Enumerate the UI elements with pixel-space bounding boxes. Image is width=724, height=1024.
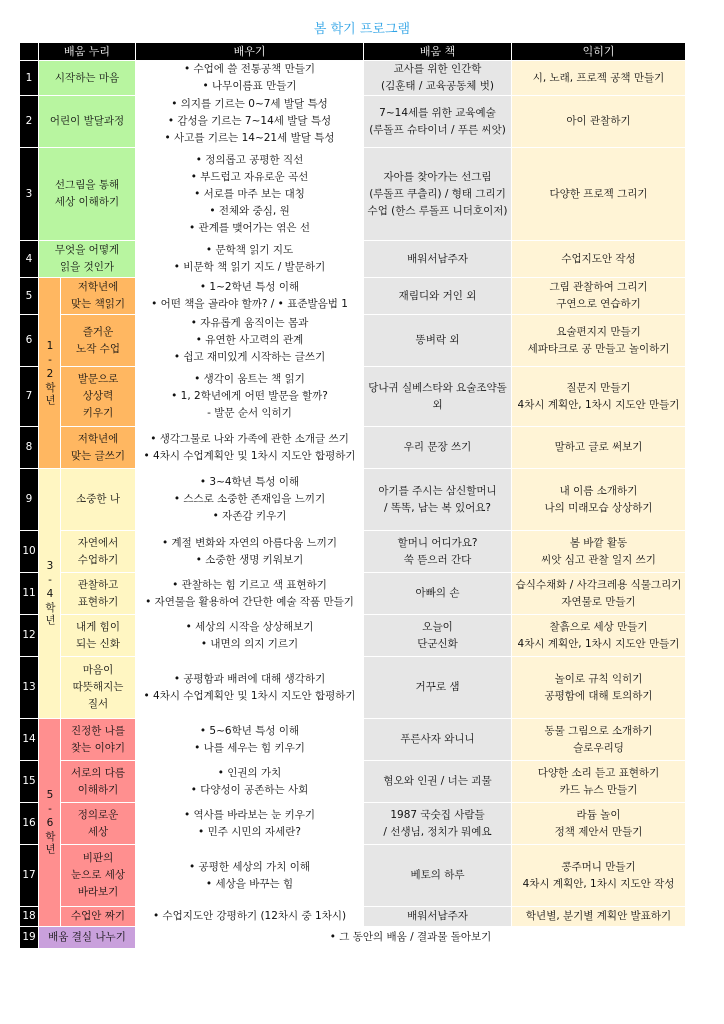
table-row <box>20 61 686 96</box>
topic-cell <box>61 573 136 615</box>
text-line: 4차시 계획안, 1차시 지도안 만들기 <box>517 398 680 411</box>
learn-cell <box>136 803 364 845</box>
learn-cell <box>136 469 364 531</box>
learn-item: • 스스로 소중한 존재임을 느끼기 <box>138 491 361 508</box>
text-line: 당나귀 실베스타와 요술조약돌 <box>368 381 507 394</box>
text-line: 4차시 계획안, 1차시 지도안 작성 <box>522 877 675 890</box>
topic-cell <box>39 61 136 96</box>
topic-cell <box>61 427 136 469</box>
header-practice: 익히기 <box>512 43 686 61</box>
text-line: 푸른사자 와니니 <box>400 733 475 745</box>
practice-cell <box>512 367 686 427</box>
book-cell <box>364 719 512 761</box>
text-line: 카드 뉴스 만들기 <box>559 783 638 796</box>
text-line: / 선생님, 정치가 뭐예요 <box>383 825 492 838</box>
learn-item: • 수업지도안 강평하기 (12차시 중 1차시) <box>138 908 361 925</box>
learn-item: • 관찰하는 힘 기르고 색 표현하기 <box>138 577 361 594</box>
text-line: (루돌프 쿠츨리) / 형태 그리기 <box>369 187 506 200</box>
table-row <box>20 927 686 949</box>
practice-cell <box>512 719 686 761</box>
topic-cell <box>61 719 136 761</box>
table-row <box>20 148 686 241</box>
learn-item: • 공평함과 배려에 대해 생각하기 <box>138 671 361 688</box>
row-number: 6 <box>20 315 39 367</box>
grade-label: 1-2학년 <box>39 278 61 469</box>
text-line: 자연에서 <box>77 536 119 549</box>
learn-item: • 의지를 기르는 0~7세 발달 특성 <box>138 96 361 113</box>
topic-cell <box>61 367 136 427</box>
header-cell <box>20 43 39 61</box>
table-row <box>20 573 686 615</box>
table-row <box>20 719 686 761</box>
table-row <box>20 657 686 719</box>
learn-item: • 나를 세우는 힘 키우기 <box>138 740 361 757</box>
book-cell <box>364 907 512 927</box>
header-book: 배움 책 <box>364 43 512 61</box>
text-line: 4차시 계획안, 1차시 지도안 만들기 <box>517 637 680 650</box>
text-line: 이해하기 <box>77 783 119 796</box>
text-line: 따뜻해지는 <box>72 681 124 693</box>
topic-cell <box>39 148 136 241</box>
learn-item: • 4차시 수업계획안 및 1차시 지도안 합평하기 <box>138 448 361 465</box>
row-number: 8 <box>20 427 39 469</box>
text-line: 시, 노래, 프로젝 공책 만들기 <box>532 71 665 84</box>
learn-item: • 민주 시민의 자세란? <box>138 824 361 841</box>
learn-item: • 1~2학년 특성 이해 <box>138 279 361 296</box>
book-cell <box>364 427 512 469</box>
learn-item: • 다양성이 공존하는 사회 <box>138 782 361 799</box>
row-number: 18 <box>20 907 39 927</box>
learn-item: • 비문학 책 읽기 지도 / 발문하기 <box>138 259 361 276</box>
text-line: (루돌프 슈타이너 / 푸른 씨앗) <box>369 123 506 136</box>
text-line: 정의로운 <box>77 808 119 821</box>
text-line: 씨앗 심고 관찰 일지 쓰기 <box>541 553 656 566</box>
topic-cell <box>39 927 136 949</box>
text-line: 공평함에 대해 토의하기 <box>544 689 653 702</box>
table-row <box>20 427 686 469</box>
table-row <box>20 907 686 927</box>
topic-cell <box>61 315 136 367</box>
topic-cell <box>61 907 136 927</box>
text-line: 7~14세를 위한 교육예술 <box>379 106 496 119</box>
learn-cell <box>136 61 364 96</box>
text-line: 읽을 것인가 <box>59 261 115 273</box>
page-title: 봄 학기 프로그램 <box>313 22 411 37</box>
topic-cell <box>61 761 136 803</box>
table-header-row <box>20 43 686 61</box>
text-line: 찾는 이야기 <box>70 741 126 754</box>
table-row <box>20 803 686 845</box>
text-line: 표현하기 <box>77 595 119 608</box>
text-line: 슬로우리딩 <box>573 741 624 754</box>
text-line: 1987 국숫집 사람들 <box>390 808 485 821</box>
topic-cell <box>39 241 136 278</box>
row-number: 12 <box>20 615 39 657</box>
row-number: 13 <box>20 657 39 719</box>
text-line: 시작하는 마음 <box>54 71 120 84</box>
text-line: 라듐 놀이 <box>576 808 621 821</box>
book-cell <box>364 573 512 615</box>
text-line: 아빠의 손 <box>415 587 460 599</box>
learn-item: • 어떤 책을 골라야 할까? / • 표준발음법 1 <box>138 296 361 313</box>
text-line: 발문으로 <box>77 373 119 385</box>
learn-item: • 세상을 바꾸는 힘 <box>138 876 361 893</box>
table-row <box>20 278 686 315</box>
text-line: 학년별, 분기별 계획안 발표하기 <box>525 910 672 922</box>
text-line: 맞는 책읽기 <box>70 298 126 310</box>
text-line: 혐오와 인권 / 너는 괴물 <box>383 775 492 787</box>
text-line: 바라보기 <box>77 886 119 898</box>
learn-cell <box>136 615 364 657</box>
text-line: 질서 <box>87 698 109 710</box>
text-line: 똥벼락 외 <box>415 334 460 346</box>
learn-item: • 자유롭게 움직이는 몸과 <box>138 315 361 332</box>
text-line: 다양한 소리 듣고 표현하기 <box>537 766 660 779</box>
text-line: 우리 문장 쓰기 <box>403 441 472 453</box>
learn-item: • 유연한 사고력의 관계 <box>138 332 361 349</box>
book-cell <box>364 531 512 573</box>
text-line: 요술편지지 만들기 <box>556 325 641 338</box>
learn-cell <box>136 367 364 427</box>
learn-cell <box>136 96 364 148</box>
grade-label: 3-4학년 <box>39 469 61 719</box>
text-line: 무엇을 어떻게 <box>54 244 120 256</box>
book-cell <box>364 61 512 96</box>
text-line: 비판의 <box>82 852 114 864</box>
text-line: 세파타크로 공 만들고 놀이하기 <box>527 342 670 355</box>
row-number: 7 <box>20 367 39 427</box>
table-row <box>20 469 686 531</box>
learn-cell <box>136 315 364 367</box>
topic-cell <box>61 615 136 657</box>
book-cell <box>364 96 512 148</box>
practice-cell <box>512 427 686 469</box>
text-line: 즐거운 <box>82 325 114 338</box>
text-line: 아이 관찰하기 <box>566 115 631 127</box>
practice-cell <box>512 907 686 927</box>
row-number: 1 <box>20 61 39 96</box>
learn-item: • 4차시 수업계획안 및 1차시 지도안 합평하기 <box>138 688 361 705</box>
row-number: 4 <box>20 241 39 278</box>
practice-cell <box>512 615 686 657</box>
table-row <box>20 315 686 367</box>
book-cell <box>364 241 512 278</box>
row-number: 3 <box>20 148 39 241</box>
learn-item: • 생각그물로 나와 가족에 관한 소개글 쓰기 <box>138 431 361 448</box>
book-cell <box>364 315 512 367</box>
text-line: 할머니 어디가요? <box>397 536 478 549</box>
topic-cell <box>39 96 136 148</box>
text-line: 나의 미래모습 상상하기 <box>544 501 653 514</box>
learn-item: • 인권의 가치 <box>138 765 361 782</box>
learn-item: • 공평한 세상의 가치 이해 <box>138 859 361 876</box>
topic-cell <box>61 531 136 573</box>
text-line: 쑥 뜯으러 간다 <box>403 553 472 566</box>
text-line: 오늘이 <box>422 620 453 633</box>
practice-cell <box>512 469 686 531</box>
practice-cell <box>512 761 686 803</box>
learn-item: • 자연물을 활용하여 간단한 예술 작품 만들기 <box>138 594 361 611</box>
practice-cell <box>512 531 686 573</box>
header-topic: 배움 누리 <box>39 43 136 61</box>
practice-cell <box>512 845 686 907</box>
topic-cell <box>61 845 136 907</box>
text-line: / 똑똑, 남는 복 있어요? <box>384 501 491 514</box>
topic-cell <box>61 803 136 845</box>
text-line: 저학년에 <box>77 281 119 293</box>
book-cell <box>364 469 512 531</box>
text-line: 습식수채화 / 사각크레용 식물그리기 <box>515 578 682 591</box>
row-number: 2 <box>20 96 39 148</box>
text-line: 봄 바깥 활동 <box>569 536 628 549</box>
learn-item: - 발문 순서 익히기 <box>207 407 292 419</box>
learn-item: • 3~4학년 특성 이해 <box>138 474 361 491</box>
text-line: 세상 이해하기 <box>54 196 120 208</box>
text-line: 수업안 짜기 <box>70 910 126 922</box>
learn-item: • 역사를 바라보는 눈 키우기 <box>138 807 361 824</box>
learn-item: • 부드럽고 자유로운 곡선 <box>138 169 361 186</box>
practice-cell <box>512 96 686 148</box>
book-cell <box>364 615 512 657</box>
book-cell <box>364 278 512 315</box>
text-line: 진정한 나를 <box>70 724 126 737</box>
text-line: 말하고 글로 써보기 <box>554 441 643 453</box>
text-line: (김훈태 / 교육공동체 벗) <box>381 80 495 92</box>
learn-cell <box>136 531 364 573</box>
practice-cell <box>512 278 686 315</box>
learn-item: • 사고를 기르는 14~21세 발달 특성 <box>138 130 361 147</box>
table-row <box>20 761 686 803</box>
learn-item: • 1, 2학년에게 어떤 발문을 할까? <box>138 388 361 405</box>
row-number: 10 <box>20 531 39 573</box>
table-row <box>20 241 686 278</box>
text-line: 저학년에 <box>77 432 119 445</box>
row-number: 17 <box>20 845 39 907</box>
text-line: 외 <box>432 398 443 411</box>
learn-cell <box>136 148 364 241</box>
text-line: 배워서남주자 <box>407 252 468 265</box>
book-cell <box>364 148 512 241</box>
learn-item: • 관계를 맺어가는 엮은 선 <box>138 220 361 237</box>
topic-cell <box>61 278 136 315</box>
text-line: 다양한 프로젝 그리기 <box>549 187 648 200</box>
learn-cell <box>136 761 364 803</box>
learn-cell <box>136 845 364 907</box>
book-cell <box>364 657 512 719</box>
row-number: 11 <box>20 573 39 615</box>
practice-cell <box>512 573 686 615</box>
text-line: 마음이 <box>82 664 114 676</box>
row-number: 16 <box>20 803 39 845</box>
table-row <box>20 615 686 657</box>
topic-cell <box>61 469 136 531</box>
text-line: 내게 힘이 <box>76 620 120 633</box>
learn-item: • 세상의 시작을 상상해보기 <box>138 619 361 636</box>
text-line: 서로의 다름 <box>70 766 126 779</box>
practice-cell <box>512 315 686 367</box>
text-line: 맞는 글쓰기 <box>70 449 126 462</box>
text-line: 내 이름 소개하기 <box>559 484 638 497</box>
learn-item: • 전체와 중심, 원 <box>138 203 361 220</box>
text-line: 질문지 만들기 <box>566 381 631 394</box>
text-line: 거꾸로 샘 <box>415 681 460 693</box>
practice-cell <box>512 148 686 241</box>
text-line: 아기를 주시는 삼신할머니 <box>378 484 497 497</box>
learn-item: • 감성을 기르는 7~14세 발달 특성 <box>138 113 361 130</box>
learn-item: • 나무이름표 만들기 <box>138 78 361 95</box>
text-line: 자연물로 만들기 <box>561 595 636 608</box>
practice-cell <box>512 241 686 278</box>
text-line: 눈으로 세상 <box>70 869 126 881</box>
row-number: 14 <box>20 719 39 761</box>
table-row <box>20 531 686 573</box>
row-number: 5 <box>20 278 39 315</box>
learn-cell <box>136 657 364 719</box>
book-cell <box>364 367 512 427</box>
header-learn: 배우기 <box>136 43 364 61</box>
learn-item: • 문학책 읽기 지도 <box>138 242 361 259</box>
learn-item: • 수업에 쓸 전통공책 만들기 <box>138 61 361 78</box>
book-cell <box>364 761 512 803</box>
text-line: 선그림을 통해 <box>54 179 120 191</box>
text-line: 재림디와 거인 외 <box>398 289 477 302</box>
learn-cell <box>136 719 364 761</box>
learn-item: • 그 동안의 배움 / 결과물 돌아보기 <box>138 929 683 946</box>
row-number: 19 <box>20 927 39 949</box>
text-line: 구연으로 연습하기 <box>556 298 641 310</box>
text-line: 정책 제안서 만들기 <box>554 825 643 838</box>
text-line: 찰흙으로 세상 만들기 <box>549 620 648 633</box>
table-row <box>20 96 686 148</box>
learn-cell <box>136 927 686 949</box>
learn-cell <box>136 427 364 469</box>
practice-cell <box>512 61 686 96</box>
text-line: 세상 <box>87 825 109 838</box>
learn-item: • 소중한 생명 키워보기 <box>138 552 361 569</box>
text-line: 동물 그림으로 소개하기 <box>544 724 653 737</box>
text-line: 상상력 <box>82 390 114 402</box>
table-row <box>20 367 686 427</box>
learn-item: • 내면의 의지 기르기 <box>138 636 361 653</box>
text-line: 콩주머니 만들기 <box>561 860 636 873</box>
text-line: 배움 결실 나누기 <box>48 931 126 943</box>
row-number: 9 <box>20 469 39 531</box>
learn-cell <box>136 278 364 315</box>
learn-item: • 서로를 마주 보는 대칭 <box>138 186 361 203</box>
text-line: 어린이 발달과정 <box>49 115 125 127</box>
learn-cell <box>136 907 364 927</box>
learn-cell <box>136 241 364 278</box>
table-row <box>20 845 686 907</box>
learn-item: • 5~6학년 특성 이해 <box>138 723 361 740</box>
text-line: 놀이로 규칙 익히기 <box>554 672 643 685</box>
row-number: 15 <box>20 761 39 803</box>
learn-item: • 계절 변화와 자연의 아름다움 느끼기 <box>138 535 361 552</box>
topic-cell <box>61 657 136 719</box>
text-line: 키우기 <box>82 407 114 419</box>
learn-item: • 자존감 키우기 <box>138 508 361 525</box>
text-line: 수업 (한스 루돌프 니더호이저) <box>367 204 508 217</box>
text-line: 교사를 위한 인간학 <box>393 63 482 75</box>
text-line: 그림 관찰하여 그리기 <box>549 281 648 293</box>
text-line: 배워서남주자 <box>407 910 468 922</box>
text-line: 베토의 하루 <box>410 869 465 881</box>
program-table <box>19 42 686 949</box>
learn-item: • 쉽고 재미있게 시작하는 글쓰기 <box>138 349 361 366</box>
text-line: 되는 신화 <box>76 637 120 650</box>
learn-item: • 정의롭고 공평한 직선 <box>138 152 361 169</box>
text-line: 수업하기 <box>77 553 119 566</box>
text-line: 소중한 나 <box>76 493 120 505</box>
practice-cell <box>512 657 686 719</box>
grade-label: 5-6학년 <box>39 719 61 927</box>
learn-cell <box>136 573 364 615</box>
text-line: 노작 수업 <box>76 342 120 355</box>
learn-item: • 생각이 움트는 책 읽기 <box>138 371 361 388</box>
text-line: 자아를 찾아가는 선그림 <box>383 170 492 183</box>
book-cell <box>364 803 512 845</box>
book-cell <box>364 845 512 907</box>
text-line: 단군신화 <box>417 637 458 650</box>
practice-cell <box>512 803 686 845</box>
text-line: 관찰하고 <box>77 578 119 591</box>
text-line: 수업지도안 작성 <box>561 252 636 265</box>
